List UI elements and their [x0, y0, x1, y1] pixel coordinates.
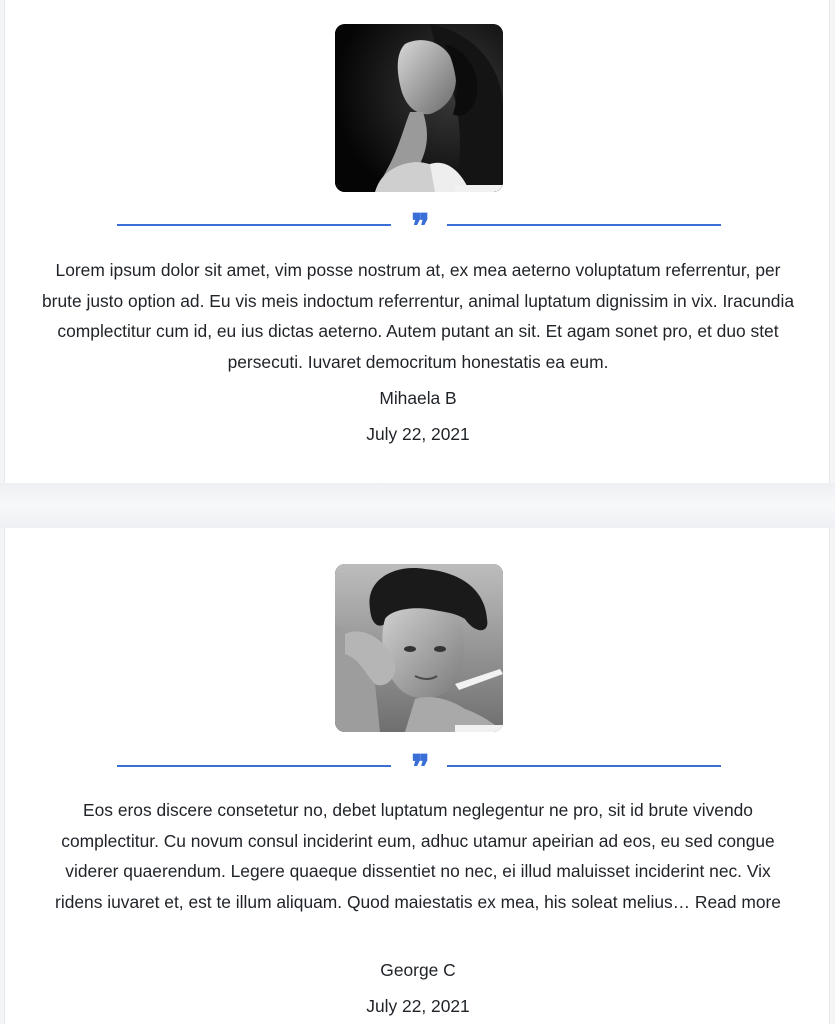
avatar — [335, 564, 503, 732]
testimonial-card — [4, 528, 830, 1024]
quote-icon: ❞ — [411, 748, 427, 788]
read-more-link[interactable]: Read more — [694, 891, 781, 912]
avatar — [335, 24, 503, 192]
divider-line-left — [117, 765, 391, 767]
image-corner-tab — [455, 185, 503, 192]
quote-divider — [117, 748, 721, 788]
image-corner-tab — [455, 725, 503, 732]
testimonial-quote-text: Eos eros discere consetetur no, debet luptatum neglegentur ne pro, sit id brute vivendo complectitur. Cu novum consul inciderint eum, adhuc utamur apeirian ad eos, eu sed congue viderer quaerendum. Legere quaeque dissentiet no nec, ei illud maluisset inciderint nec. Vix ridens iuvaret et, est te illum aliquam. Quod maiestatis ex mea, his soleat melius… — [55, 800, 775, 912]
quote-divider — [117, 207, 721, 247]
divider-line-right — [447, 224, 721, 226]
portrait-man-photo — [335, 564, 503, 732]
quote-icon: ❞ — [411, 207, 427, 247]
card-separator — [0, 483, 835, 528]
testimonial-card — [4, 0, 830, 483]
testimonial-date: July 22, 2021 — [366, 424, 470, 444]
testimonial-quote — [41, 795, 795, 917]
divider-line-right — [447, 765, 721, 767]
divider-line-left — [117, 224, 391, 226]
portrait-woman-photo — [335, 24, 503, 192]
testimonial-author: George C — [380, 960, 456, 980]
testimonial-date: July 22, 2021 — [366, 996, 470, 1016]
testimonial-author: Mihaela B — [379, 388, 457, 408]
testimonial-quote: Lorem ipsum dolor sit amet, vim posse nostrum at, ex mea aeterno voluptatum referrentur, per brute justo option ad. Eu vis meis indoctum referrentur, animal luptatum dignissim in vix. Iracundia complectitur cum id, eu ius dictas aeterno. Autem putant an sit. Et agam sonet pro, et duo stet persecuti. Iuvaret democritum honestatis ea eum. — [41, 260, 795, 372]
